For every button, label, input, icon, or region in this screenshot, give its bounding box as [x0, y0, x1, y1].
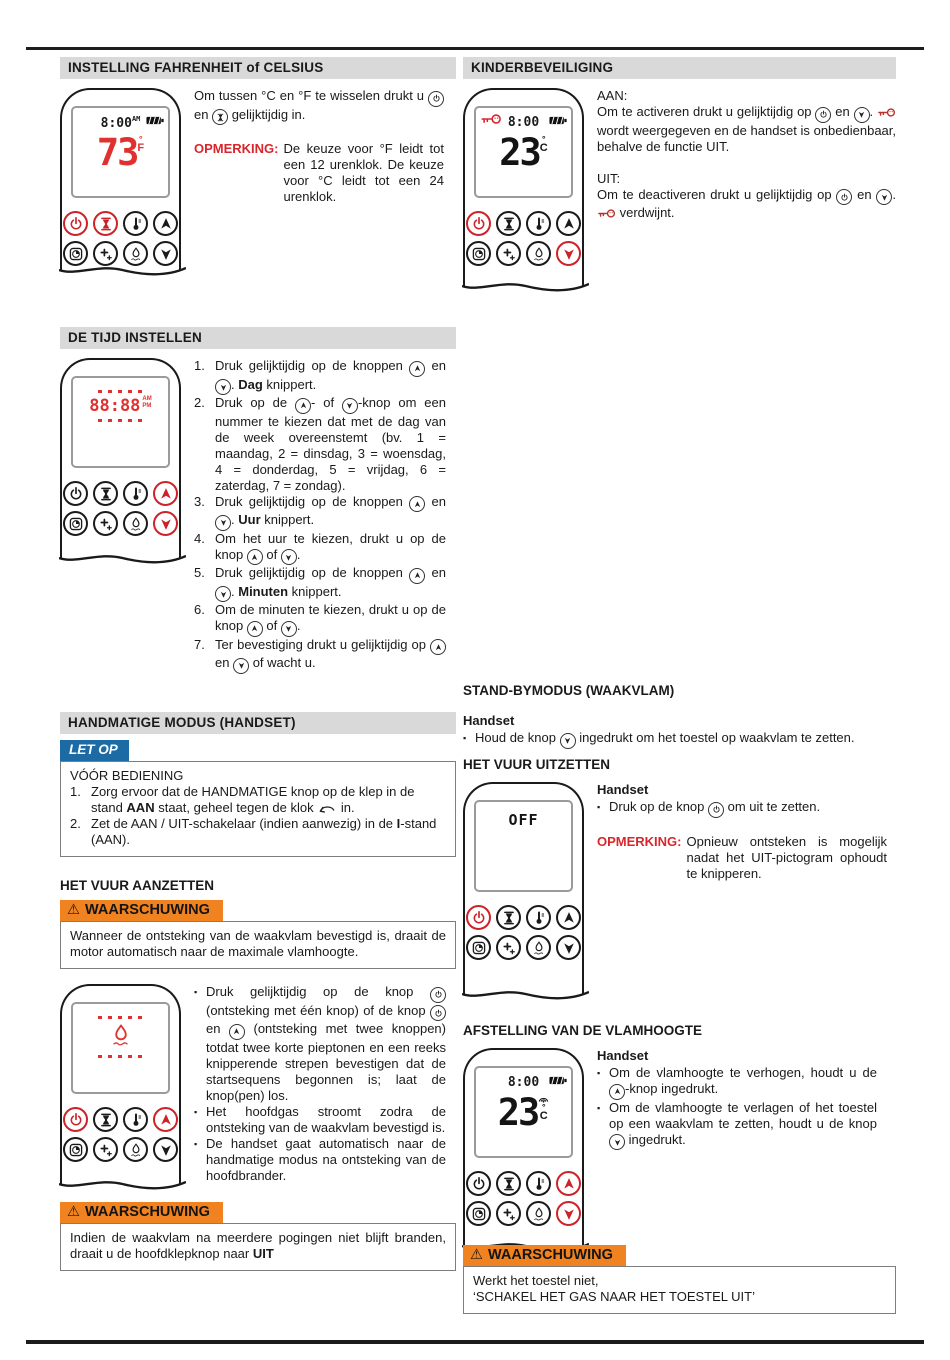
- flame-button: [526, 241, 551, 266]
- child-lock-key-icon: [480, 113, 502, 125]
- step-item: Ter bevestiging drukt u gelijktijdig op en of wacht u.: [194, 637, 446, 674]
- power-button-icon: [708, 802, 724, 818]
- down-button: [556, 1201, 581, 1226]
- plus-button: [93, 511, 118, 536]
- thermometer-button: [123, 1107, 148, 1132]
- vuur-uitzetten-handset-graphic: [463, 782, 584, 994]
- section-title: DE TIJD INSTELLEN: [60, 327, 456, 349]
- arrow-up-button-icon: [430, 639, 446, 655]
- bullet-marker: [597, 1065, 604, 1100]
- display-time: 88:88: [89, 396, 141, 416]
- timer-button: [63, 1137, 88, 1162]
- up-button: [153, 481, 178, 506]
- fahrenheit-handset-graphic: [60, 88, 181, 270]
- power-button: [63, 211, 88, 236]
- warning-block-3: [463, 1245, 896, 1314]
- warning-label: WAARSCHUWING: [85, 1204, 210, 1220]
- power-button: [63, 481, 88, 506]
- handset-bottom-wave: [462, 987, 589, 1001]
- bullet-marker: [597, 799, 604, 818]
- blinking-time-display: 88:88 AM PM: [73, 390, 168, 422]
- section-tijd-instellen: [60, 327, 456, 674]
- flame-icon: [73, 1022, 168, 1052]
- step-number: [194, 531, 211, 566]
- handset-label: Handset: [597, 1048, 649, 1063]
- arrow-down-button-icon: [215, 379, 231, 395]
- display-unit: C: [539, 1110, 548, 1122]
- flame-button: [123, 511, 148, 536]
- power-button: [63, 1107, 88, 1132]
- warning-block-1: [60, 900, 456, 969]
- degree-symbol: °: [138, 134, 143, 144]
- step-item: Zet de AAN / UIT-schakelaar (indien aanwezig) in de I-stand (AAN).: [70, 816, 446, 848]
- display-time: 8:00: [507, 115, 540, 130]
- up-button: [556, 905, 581, 930]
- section-title: HET VUUR UITZETTEN: [463, 757, 610, 772]
- section-standby: [463, 683, 896, 749]
- power-button-icon: [430, 987, 446, 1003]
- vlamhoogte-handset-graphic: [463, 1048, 584, 1246]
- display-ampm: AM: [131, 115, 141, 123]
- warning-badge: [60, 900, 223, 921]
- section-vuur-uitzetten: [463, 757, 896, 994]
- handset-display: [474, 800, 573, 892]
- arrow-down-button-icon: [560, 733, 576, 749]
- thermometer-button: [526, 1171, 551, 1196]
- timer-button: [63, 511, 88, 536]
- thermometer-button: [123, 481, 148, 506]
- bullet-item: ▪ Om de vlamhoogte te verhogen, houdt u de -knop ingedrukt.: [597, 1065, 877, 1100]
- handset-display: [474, 1066, 573, 1158]
- step-number: [194, 395, 211, 494]
- power-button: [466, 905, 491, 930]
- aan-label: AAN:: [597, 88, 628, 103]
- bullet-marker: [194, 1104, 201, 1136]
- hourglass-button: [496, 1171, 521, 1196]
- step-item: Zorg ervoor dat de HANDMATIGE knop op de klep in de stand AAN staat, geheel tegen de klok in.: [70, 784, 446, 816]
- step-item: Druk gelijktijdig op de knoppen en . Uur knippert.: [194, 494, 446, 531]
- power-button: [466, 1171, 491, 1196]
- warning-block-2: [60, 1202, 456, 1271]
- step-item: Druk gelijktijdig op de knoppen en . Minuten knippert.: [194, 565, 446, 602]
- thermometer-button: [526, 211, 551, 236]
- bullet-item: ▪ Druk gelijktijdig op de knop (ontsteking met één knop) of de knop en (ontsteking met twee knoppen) totdat twee korte pieptonen en een reeks knipperende strepen bevestigen dat de startsequens begonnen is; laat de knop(pen) los.: [194, 984, 446, 1104]
- step-number: [194, 565, 211, 602]
- handset-bottom-wave: [462, 279, 589, 293]
- bullet-item: ▪ Om de vlamhoogte te verlagen of het toestel op een waakvlam te zetten, houdt u de knop ingedrukt.: [597, 1100, 877, 1151]
- plus-button: [496, 241, 521, 266]
- up-button: [556, 211, 581, 236]
- section-title: INSTELLING FAHRENHEIT of CELSIUS: [60, 57, 456, 79]
- handset-display: [71, 376, 170, 468]
- top-rule: [26, 47, 924, 50]
- handset-bottom-wave: [59, 1177, 186, 1191]
- section-kinderbeveiliging: [463, 57, 896, 286]
- power-button-icon: [836, 189, 852, 205]
- power-button-icon: [428, 91, 444, 107]
- timer-button: [466, 1201, 491, 1226]
- kinderbeveiliging-handset-graphic: [463, 88, 584, 286]
- uit-text: Om te deactiveren drukt u gelijktijdig op en . verdwijnt.: [597, 186, 896, 220]
- let-op-badge: LET OP: [60, 740, 129, 761]
- step-number: [194, 637, 211, 674]
- step-item: Druk gelijktijdig op de knoppen en . Dag knippert.: [194, 358, 446, 395]
- hourglass-button-icon: [212, 109, 228, 125]
- step-number: [194, 358, 211, 395]
- section-fahrenheit-celsius: [60, 57, 456, 270]
- section-title: STAND-BYMODUS (WAAKVLAM): [463, 683, 675, 698]
- warning-badge: [463, 1245, 626, 1266]
- warning-line: Werkt het toestel niet,: [473, 1273, 599, 1288]
- handset-buttons: [62, 211, 179, 266]
- warning-line: ‘SCHAKEL HET GAS NAAR HET TOESTEL UIT’: [473, 1289, 755, 1304]
- display-temperature: 23: [499, 131, 540, 174]
- warning-text: Indien de waakvlam na meerdere pogingen niet blijft branden, draait u de hoofdklepknop naar UIT: [60, 1223, 456, 1271]
- aan-text: Om te activeren drukt u gelijktijdig op en . wordt weergegeven en de handset is onbedienbaar, behalve de functie UIT.: [597, 104, 896, 154]
- step-number: [194, 494, 211, 531]
- note-label: OPMERKING:: [194, 141, 279, 156]
- bullet-item: ▪ Druk op de knop om uit te zetten.: [597, 799, 896, 818]
- handset-buttons: [62, 1107, 179, 1162]
- intro-text: Om tussen °C en °F te wisselen drukt u en gelijktijdig in.: [194, 88, 444, 125]
- step-number: [70, 784, 87, 816]
- warning-triangle-icon: ⚠: [67, 902, 80, 918]
- display-time: $8:00^{AM}$: [100, 115, 141, 131]
- handset-buttons: [465, 905, 582, 960]
- warning-text: [463, 1266, 896, 1314]
- section-handmatige-modus: [60, 712, 456, 734]
- display-unit: F: [137, 142, 145, 154]
- warning-text: Wanneer de ontsteking van de waakvlam bevestigd is, draait de motor automatisch naar de maximale vlamhoogte.: [60, 921, 456, 969]
- hourglass-button: [496, 905, 521, 930]
- vuur-aanzetten-title: HET VUUR AANZETTEN: [60, 878, 214, 893]
- down-button: [153, 511, 178, 536]
- child-lock-key-icon: [877, 107, 896, 118]
- step-item: Om de minuten te kiezen, drukt u op de knop of .: [194, 602, 446, 637]
- section-vlamhoogte: [463, 1023, 896, 1246]
- section-title: KINDERBEVEILIGING: [463, 57, 896, 79]
- arrow-down-button-icon: [609, 1134, 625, 1150]
- degree-symbol: °: [541, 134, 546, 144]
- hourglass-button: [93, 211, 118, 236]
- hourglass-button: [93, 1107, 118, 1132]
- handset-bottom-wave: [59, 551, 186, 565]
- down-button: [556, 241, 581, 266]
- arrow-up-button-icon: [247, 621, 263, 637]
- power-button-icon: [815, 107, 831, 123]
- step-number: [194, 602, 211, 637]
- arrow-up-button-icon: [409, 361, 425, 377]
- bullet-marker: [194, 984, 201, 1104]
- arrow-up-button-icon: [295, 398, 311, 414]
- flame-button: [526, 1201, 551, 1226]
- handset-label: Handset: [597, 782, 649, 797]
- handset-label: Handset: [463, 713, 515, 728]
- arrow-down-button-icon: [281, 621, 297, 637]
- handset-display: [71, 1002, 170, 1094]
- arrow-up-button-icon: [609, 1084, 625, 1100]
- let-op-block: [60, 740, 456, 857]
- plus-button: [496, 1201, 521, 1226]
- up-button: [556, 1171, 581, 1196]
- bullet-item: ▪ Het hoofdgas stroomt zodra de ontsteking van de waakvlam bevestigd is.: [194, 1104, 446, 1136]
- step-item: Druk op de - of -knop om een nummer te kiezen dat met de dag van de week overeenstemt (bv. 1 = maandag, 2 = dinsdag, 3 = woensdag, 4 = donderdag, 5 = vrijdag, 6 = zaterdag, 7 = zondag).: [194, 395, 446, 494]
- uit-label: UIT:: [597, 170, 621, 186]
- hourglass-button: [496, 211, 521, 236]
- arrow-down-button-icon: [215, 586, 231, 602]
- warning-badge: [60, 1202, 223, 1223]
- arrow-up-button-icon: [409, 496, 425, 512]
- down-button: [153, 1137, 178, 1162]
- power-button: [466, 211, 491, 236]
- hourglass-button: [93, 481, 118, 506]
- tijd-handset-graphic: [60, 358, 181, 558]
- bullet-marker: [194, 1136, 201, 1184]
- bullet-item: ▪ Houd de knop ingedrukt om het toestel op waakvlam te zetten.: [463, 730, 896, 749]
- section-title: AFSTELLING VAN DE VLAMHOOGTE: [463, 1023, 702, 1038]
- up-button: [153, 1107, 178, 1132]
- thermometer-button: [123, 211, 148, 236]
- timer-button: [466, 935, 491, 960]
- arrow-down-button-icon: [854, 107, 870, 123]
- down-button: [556, 935, 581, 960]
- display-off-text: OFF: [508, 811, 539, 829]
- handset-buttons: [62, 481, 179, 536]
- arrow-down-button-icon: [281, 549, 297, 565]
- warning-triangle-icon: ⚠: [470, 1247, 483, 1263]
- child-lock-key-icon: [597, 208, 616, 219]
- arrow-down-button-icon: [233, 658, 249, 674]
- display-time: 8:00: [507, 1075, 540, 1090]
- counterclockwise-arrow-icon: [317, 803, 337, 814]
- note-label: OPMERKING:: [597, 833, 682, 849]
- handset-display: [71, 106, 170, 198]
- step-item: Om het uur te kiezen, drukt u op de knop of .: [194, 531, 446, 566]
- section-title: HANDMATIGE MODUS (HANDSET): [60, 712, 456, 734]
- up-button: [153, 211, 178, 236]
- bullet-marker: [597, 1100, 604, 1151]
- degree-symbol: °: [541, 1102, 546, 1112]
- display-temperature: 73: [96, 131, 138, 174]
- vuur-aanzetten-handset-graphic: [60, 984, 181, 1184]
- display-unit: C: [539, 142, 548, 154]
- warning-label: WAARSCHUWING: [85, 902, 210, 918]
- arrow-down-button-icon: [215, 515, 231, 531]
- timer-button: [466, 241, 491, 266]
- battery-icon: [549, 1076, 567, 1085]
- note-text: De keuze voor °F leidt tot een 12 urenklok. De keuze voor °C leidt tot een 24 urenklok.: [283, 141, 444, 204]
- note-text: Opnieuw ontsteken is mogelijk nadat het UIT-pictogram ophoudt te knipperen.: [686, 833, 887, 881]
- handset-display: [474, 106, 573, 198]
- arrow-up-button-icon: [247, 549, 263, 565]
- plus-button: [93, 1137, 118, 1162]
- box-title: VÓÓR BEDIENING: [70, 768, 184, 783]
- power-button-icon: [430, 1005, 446, 1021]
- arrow-up-button-icon: [229, 1024, 245, 1040]
- flame-button: [123, 1137, 148, 1162]
- battery-icon: [146, 116, 164, 125]
- handset-bottom-wave: [59, 263, 186, 277]
- battery-icon: [549, 116, 567, 125]
- thermometer-button: [526, 905, 551, 930]
- voor-bediening-box: [60, 761, 456, 857]
- bottom-rule: [26, 1340, 924, 1344]
- plus-button: [496, 935, 521, 960]
- flame-button: [526, 935, 551, 960]
- bullet-marker: [463, 730, 470, 749]
- step-number: [70, 816, 87, 848]
- arrow-up-button-icon: [409, 568, 425, 584]
- bullet-item: ▪ De handset gaat automatisch naar de handmatige modus na ontsteking van de hoofdbrander.: [194, 1136, 446, 1184]
- arrow-down-button-icon: [876, 189, 892, 205]
- arrow-down-button-icon: [342, 398, 358, 414]
- warning-label: WAARSCHUWING: [488, 1247, 613, 1263]
- warning-triangle-icon: ⚠: [67, 1204, 80, 1220]
- blinking-flame-display: [73, 1016, 168, 1058]
- display-temperature: 23: [497, 1091, 539, 1134]
- handset-buttons: [465, 1171, 582, 1226]
- handset-buttons: [465, 211, 582, 266]
- vuur-aanzetten-body: [60, 984, 456, 1184]
